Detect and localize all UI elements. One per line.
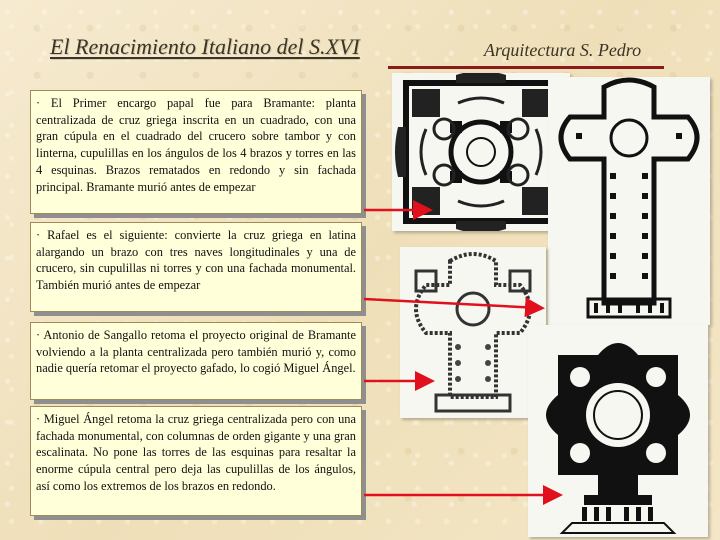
text-box-bramante: · El Primer encargo papal fue para Bramante: planta centralizada de cruz griega inscrita en un cuadrado, con una gran cúpula en el cuadrado del crucero sobre tambor y con linterna, cupulillas en los ángulos de los 4 brazos y torres en las 4 esquinas. Brazos rematados en redondo y sin fachada principal. Bramante murió antes de empezar <box>30 90 362 214</box>
slide-title: El Renacimiento Italiano del S.XVI <box>50 34 360 59</box>
text-box-miguel-angel: · Miguel Ángel retoma la cruz griega centralizada pero con una fachada monumental, con columnas de orden gigante y una gran escalinata. No pone las torres de las esquinas para resaltar la enorme cúpula central pero deja las cupulillas de los ángulos, así como los extremos de los brazos en redondo. <box>30 406 362 516</box>
slide-subtitle: Arquitectura S. Pedro <box>484 40 642 60</box>
text-box-sangallo: · Antonio de Sangallo retoma el proyecto original de Bramante volviendo a la planta centralizada pero también murió y, como nadie quería retomar el proyecto gafado, lo cogió Miguel Ángel. <box>30 322 362 400</box>
text-box-rafael: · Rafael es el siguiente: convierte la cruz griega en latina alargando un brazo con tres naves longitudinales y una de crucero, sin cupulillas ni torres y con una fachada monumental. También murió antes de empezar <box>30 222 362 312</box>
arrow-rafael <box>364 299 540 308</box>
